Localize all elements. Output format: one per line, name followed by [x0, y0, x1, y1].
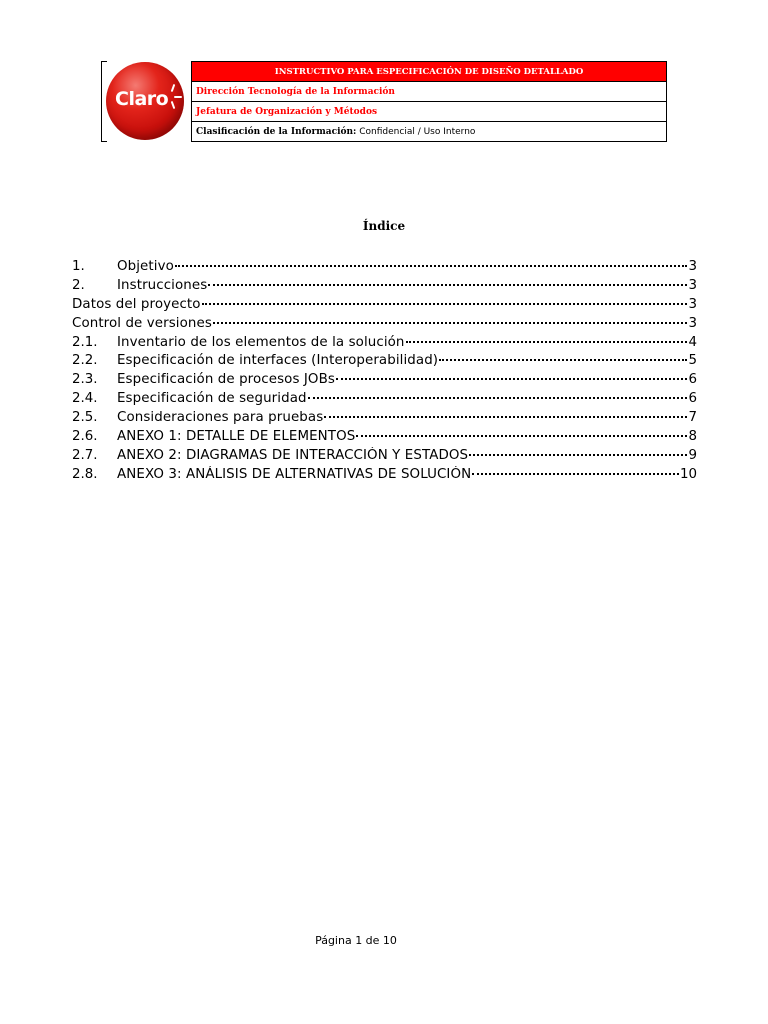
toc-leader-dots [439, 353, 687, 361]
header-title-row [192, 62, 667, 82]
header-classification-row [192, 122, 667, 142]
toc-page-number: 10 [679, 466, 697, 482]
toc-page-number: 3 [688, 315, 697, 331]
toc-page-number: 4 [688, 334, 697, 350]
classification-value: Confidencial / Uso Interno [359, 126, 476, 137]
toc-entry-anexo-1[interactable] [72, 428, 697, 447]
toc-number: 2.1. [72, 334, 98, 350]
toc-leader-dots [208, 278, 687, 286]
toc-label: Especificación de interfaces (Interoperabilidad) [117, 353, 439, 369]
header-classification [192, 122, 667, 142]
toc-page-number: 3 [688, 277, 697, 293]
page-footer: Página 1 de 10 [315, 934, 397, 947]
toc-number: 2.2. [72, 353, 98, 369]
toc-page-number: 8 [688, 429, 697, 445]
toc-entry-datos-del-proyecto[interactable] [72, 296, 697, 315]
toc-label: Control de versiones [72, 315, 212, 331]
header-title: INSTRUCTIVO PARA ESPECIFICACIÓN DE DISEÑO DETALLADO [192, 62, 667, 82]
header-direction-row [192, 82, 667, 102]
toc-leader-dots [213, 316, 688, 324]
toc-page-number: 6 [688, 391, 697, 407]
toc-leader-dots [308, 391, 688, 399]
toc-number: 2.3. [72, 372, 98, 388]
toc-label: Inventario de los elementos de la solución [117, 334, 405, 350]
toc-entry-seguridad[interactable] [72, 390, 697, 409]
toc-entry-interfaces[interactable] [72, 352, 697, 371]
toc-number: 2.4. [72, 391, 98, 407]
toc-number: 2.7. [72, 447, 98, 463]
toc-entry-anexo-2[interactable] [72, 447, 697, 466]
toc-entry-inventario[interactable] [72, 334, 697, 353]
toc-leader-dots [175, 259, 688, 267]
header-direction: Dirección Tecnología de la Información [192, 82, 667, 102]
toc-number: 2.6. [72, 429, 98, 445]
toc-label: ANEXO 1: DETALLE DE ELEMENTOS [117, 429, 356, 445]
toc-entry-control-de-versiones[interactable] [72, 315, 697, 334]
classification-label: Clasificación de la Información: [196, 126, 357, 137]
index-title: Índice [362, 219, 406, 233]
toc-page-number: 6 [688, 372, 697, 388]
toc-number: 2.8. [72, 466, 98, 482]
toc-number: 1. [72, 259, 85, 274]
toc-leader-dots [336, 372, 688, 380]
toc-entry-procesos-jobs[interactable] [72, 371, 697, 390]
toc-label: Objetivo [117, 259, 174, 274]
toc-number: 2. [72, 277, 85, 293]
logo-text: Claro [115, 88, 169, 110]
toc-entry-pruebas[interactable] [72, 409, 697, 428]
toc-page-number: 7 [688, 410, 697, 426]
table-of-contents [72, 258, 697, 485]
toc-entry-instrucciones[interactable] [72, 277, 697, 296]
header-table [191, 61, 667, 142]
claro-logo-icon [106, 62, 184, 140]
toc-label: ANEXO 3: ANÁLISIS DE ALTERNATIVAS DE SOLUCIÓN [117, 466, 472, 482]
toc-leader-dots [324, 410, 687, 418]
toc-leader-dots [469, 448, 687, 456]
toc-leader-dots [472, 467, 679, 475]
toc-leader-dots [406, 335, 688, 343]
toc-page-number: 5 [688, 353, 697, 369]
toc-entry-anexo-3[interactable] [72, 466, 697, 485]
logo-rays-icon [172, 84, 184, 114]
toc-label: Especificación de procesos JOBs [117, 372, 335, 388]
toc-page-number: 3 [688, 296, 697, 312]
toc-label: Datos del proyecto [72, 296, 201, 312]
toc-label: Consideraciones para pruebas [117, 410, 324, 426]
toc-leader-dots [202, 297, 688, 305]
toc-leader-dots [356, 429, 687, 437]
toc-entry-objetivo[interactable] [72, 258, 697, 277]
header-department: Jefatura de Organización y Métodos [192, 102, 667, 122]
toc-label: Instrucciones [117, 277, 208, 293]
toc-page-number: 3 [688, 259, 697, 274]
toc-number: 2.5. [72, 410, 98, 426]
document-header [101, 61, 667, 142]
toc-page-number: 9 [688, 447, 697, 463]
header-department-row [192, 102, 667, 122]
toc-label: Especificación de seguridad [117, 391, 307, 407]
toc-label: ANEXO 2: DIAGRAMAS DE INTERACCIÓN Y ESTADOS [117, 447, 469, 463]
